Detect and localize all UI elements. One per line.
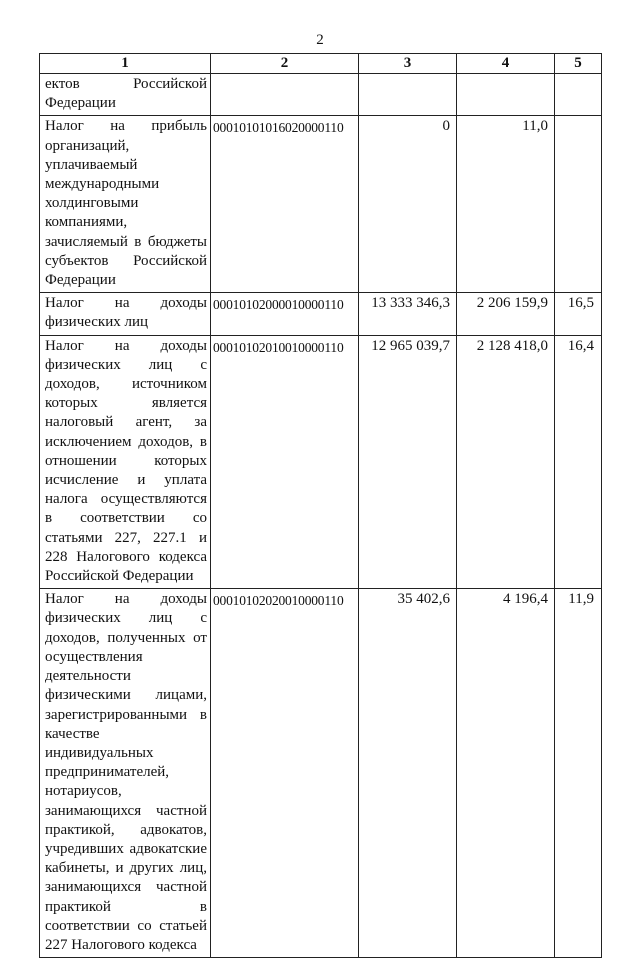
row-name: Налог на прибыль организаций, уплачиваемый международными холдинговыми компаниями, зачисляемый в бюджеты субъектов Российской Федерации <box>40 116 211 293</box>
row-col4: 2 206 159,9 <box>457 293 555 335</box>
table-row <box>40 293 602 335</box>
row-code: 00010101016020000110 <box>211 116 359 293</box>
table-row <box>40 335 602 589</box>
column-header-1: 1 <box>40 54 211 74</box>
table-row <box>40 74 602 116</box>
column-header-5: 5 <box>555 54 602 74</box>
row-name: ектов Российской Федерации <box>40 74 211 116</box>
row-col5: 16,4 <box>555 335 602 589</box>
row-code: 00010102020010000110 <box>211 589 359 958</box>
column-header-4: 4 <box>457 54 555 74</box>
row-col5 <box>555 74 602 116</box>
row-col5 <box>555 116 602 293</box>
row-col3 <box>359 74 457 116</box>
table-body <box>40 74 602 958</box>
revenue-table <box>39 53 602 958</box>
row-name: Налог на доходы физических лиц с доходов, источником которых является налоговый агент, за исключением доходов, в отношении которых исчисление и уплата налога осуществляются в соответствии со статьями 227, 227.1 и 228 Налогового кодекса Российской Федерации <box>40 335 211 589</box>
row-code: 00010102000010000110 <box>211 293 359 335</box>
column-header-2: 2 <box>211 54 359 74</box>
row-code: 00010102010010000110 <box>211 335 359 589</box>
row-col3: 13 333 346,3 <box>359 293 457 335</box>
row-name: Налог на доходы физических лиц <box>40 293 211 335</box>
row-col3: 0 <box>359 116 457 293</box>
row-col4: 4 196,4 <box>457 589 555 958</box>
row-col4: 11,0 <box>457 116 555 293</box>
table-header <box>40 54 602 74</box>
row-name: Налог на доходы физических лиц с доходов, полученных от осуществления деятельности физическими лицами, зарегистрированными в качестве индивидуальных предпринимателей, нотариусов, занимающихся частной практикой, адвокатов, учредивших адвокатские кабинеты, и других лиц, занимающихся частной практикой в соответствии со статьей 227 Налогового кодекса <box>40 589 211 958</box>
table-row <box>40 116 602 293</box>
page-number: 2 <box>316 32 324 48</box>
row-col4: 2 128 418,0 <box>457 335 555 589</box>
header-row <box>40 54 602 74</box>
row-col4 <box>457 74 555 116</box>
row-col3: 35 402,6 <box>359 589 457 958</box>
row-col5: 11,9 <box>555 589 602 958</box>
row-col3: 12 965 039,7 <box>359 335 457 589</box>
row-col5: 16,5 <box>555 293 602 335</box>
row-code <box>211 74 359 116</box>
column-header-3: 3 <box>359 54 457 74</box>
table-row <box>40 589 602 958</box>
